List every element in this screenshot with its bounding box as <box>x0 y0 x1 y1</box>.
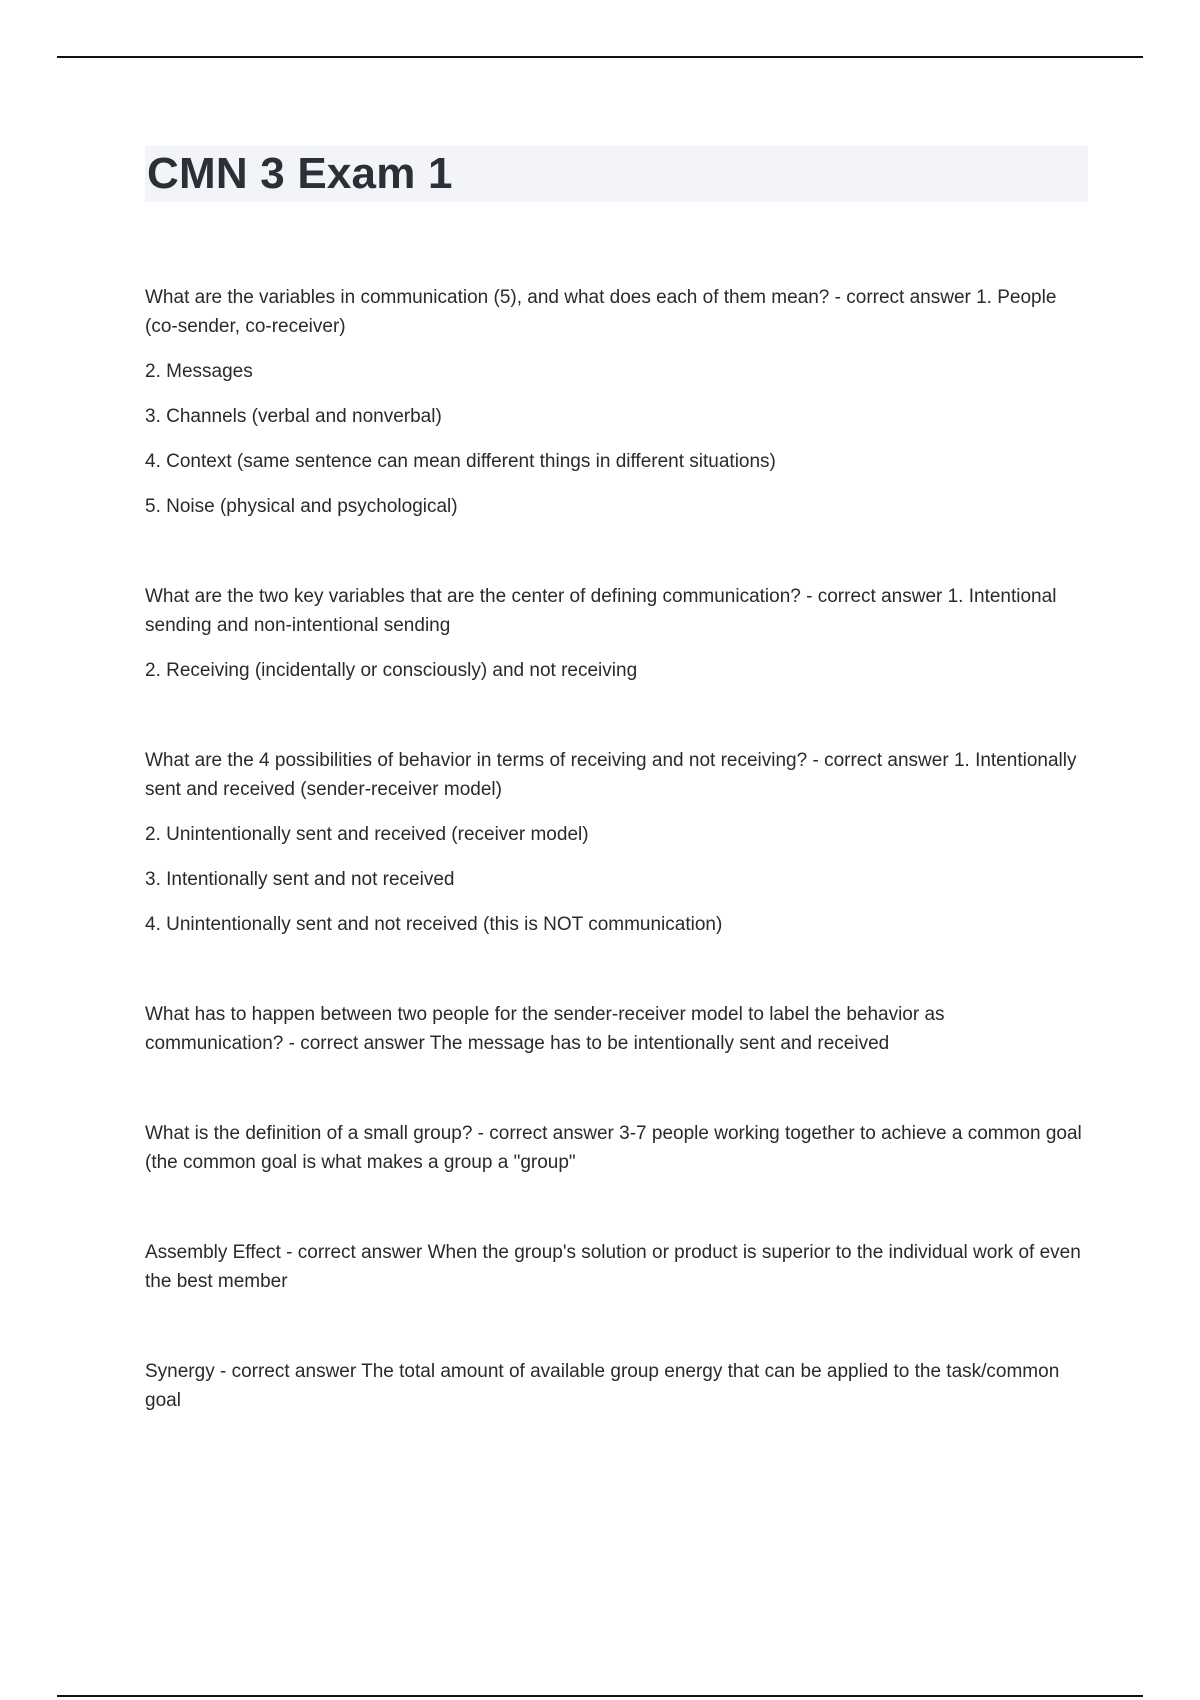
qa-item-assembly-effect <box>145 1238 1088 1296</box>
qa-answer-line: 2. Messages <box>145 361 253 382</box>
qa-question: Assembly Effect - correct answer When the group's solution or product is superior to the individual work of even the best member <box>145 1242 1081 1292</box>
qa-answer-line: 2. Unintentionally sent and received (receiver model) <box>145 824 589 845</box>
qa-item-sender-receiver <box>145 1000 1088 1058</box>
qa-answer-line: 4. Unintentionally sent and not received (this is NOT communication) <box>145 914 723 935</box>
document-body <box>145 146 1088 1476</box>
document-title: CMN 3 Exam 1 <box>147 149 453 198</box>
qa-item-four-possibilities <box>145 746 1088 939</box>
top-divider <box>57 56 1143 58</box>
qa-question: What are the two key variables that are the center of defining communication? - correct answer 1. Intentional sending and non-intentional sending <box>145 586 1057 636</box>
qa-question: What has to happen between two people for the sender-receiver model to label the behavior as communication? - correct answer The message has to be intentionally sent and received <box>145 1004 945 1054</box>
qa-item-variables <box>145 283 1088 521</box>
qa-question: What is the definition of a small group? - correct answer 3-7 people working together to achieve a common goal (the common goal is what makes a group a "group" <box>145 1123 1082 1173</box>
qa-question: What are the variables in communication (5), and what does each of them mean? - correct answer 1. People (co-sender, co-receiver) <box>145 287 1057 337</box>
qa-question: What are the 4 possibilities of behavior in terms of receiving and not receiving? - correct answer 1. Intentionally sent and received (sender-receiver model) <box>145 750 1077 800</box>
qa-item-synergy <box>145 1357 1088 1415</box>
qa-item-small-group <box>145 1119 1088 1177</box>
qa-answer-line: 3. Intentionally sent and not received <box>145 869 455 890</box>
qa-answer-line: 2. Receiving (incidentally or consciously) and not receiving <box>145 660 638 681</box>
qa-answer-line: 5. Noise (physical and psychological) <box>145 496 458 517</box>
qa-answer-line: 3. Channels (verbal and nonverbal) <box>145 406 442 427</box>
title-band <box>145 146 1088 202</box>
bottom-divider <box>57 1695 1143 1697</box>
qa-question: Synergy - correct answer The total amount of available group energy that can be applied to the task/common goal <box>145 1361 1060 1411</box>
qa-list <box>145 283 1088 1415</box>
qa-answer-line: 4. Context (same sentence can mean different things in different situations) <box>145 451 776 472</box>
qa-item-key-variables <box>145 582 1088 685</box>
